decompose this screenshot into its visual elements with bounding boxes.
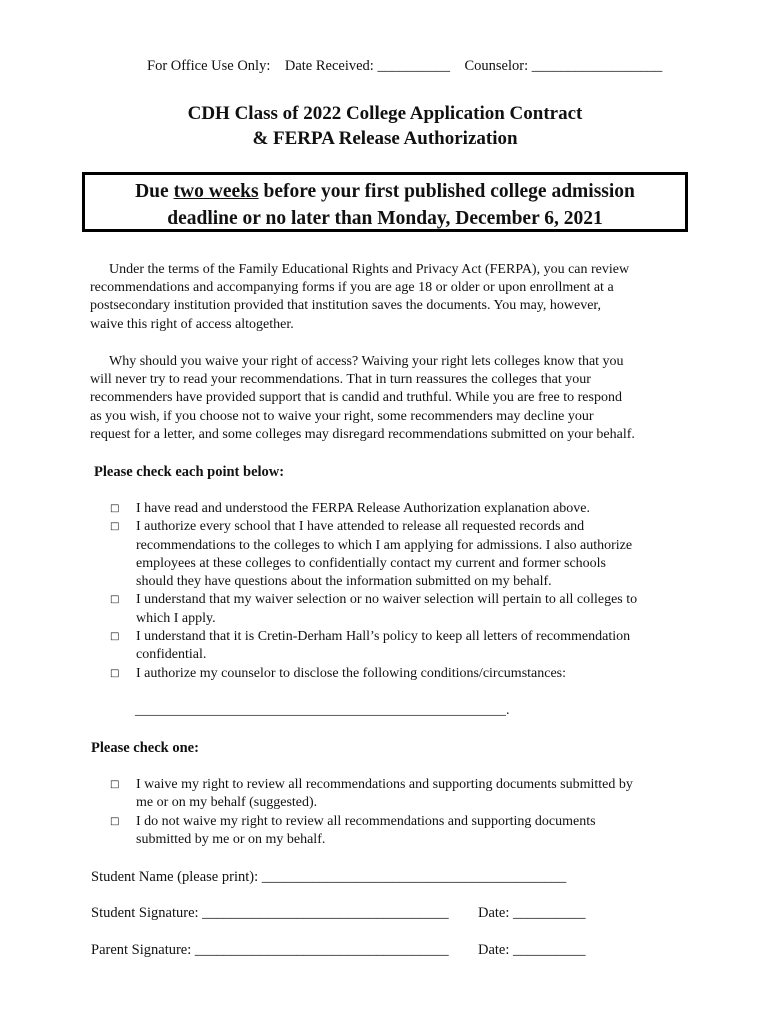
due-line1	[85, 178, 685, 205]
item-line: I understand that it is Cretin-Derham Hall’s policy to keep all letters of recommendation	[136, 629, 631, 645]
paragraph-line: as you wish, if you choose not to waive your right, some recommenders may decline your	[90, 408, 594, 424]
checkbox-icon[interactable]: □	[110, 594, 120, 606]
due-prefix: Due	[135, 181, 174, 202]
checkbox-icon[interactable]: □	[110, 779, 120, 790]
due-emphasis: two weeks	[173, 181, 259, 202]
paragraph-line: will never try to read your recommendations. That in turn reassures the colleges that your	[90, 372, 591, 388]
waiver-paragraph	[90, 353, 682, 444]
due-suffix: before your first published college admission	[258, 181, 635, 202]
checklist-item-counselor-disclose	[110, 665, 690, 683]
item-line: I waive my right to review all recommendations and supporting documents submitted by	[136, 777, 633, 792]
item-line: I do not waive my right to review all recommendations and supporting documents	[136, 813, 596, 829]
checkbox-icon[interactable]: □	[110, 521, 120, 533]
item-line: recommendations to the colleges to which I am applying for admissions. I also authorize	[136, 537, 633, 553]
form-title-line2: & FERPA Release Authorization	[252, 128, 518, 149]
checklist-item-ferpa-read	[110, 500, 690, 518]
student-signature-field[interactable]: Student Signature: __________________________________	[91, 905, 449, 921]
paragraph-line: waive this right of access altogether.	[90, 316, 294, 332]
section2-heading: Please check one:	[91, 740, 199, 756]
item-line: which I apply.	[136, 610, 216, 626]
parent-signature-field[interactable]: Parent Signature: ___________________________________	[91, 942, 449, 958]
student-date-field[interactable]: Date: __________	[478, 905, 586, 921]
checklist-item-authorize-release	[110, 518, 690, 591]
acknowledgement-checklist	[110, 500, 690, 683]
item-line: me or on my behalf (suggested).	[136, 795, 318, 811]
item-line: I authorize every school that I have attended to release all requested records and	[136, 519, 585, 535]
paragraph-line: Under the terms of the Family Educational Rights and Privacy Act (FERPA), you can review	[109, 262, 630, 277]
item-line: should they have questions about the information submitted on my behalf.	[136, 574, 552, 590]
due-date-box	[82, 172, 688, 232]
parent-date-field[interactable]: Date: __________	[478, 942, 586, 958]
paragraph-line: recommendations and accompanying forms if you are age 18 or older or upon enrollment at a	[90, 280, 614, 296]
item-line: I have read and understood the FERPA Release Authorization explanation above.	[136, 501, 590, 516]
office-use-line: For Office Use Only: Date Received: __________ Counselor: __________________	[147, 58, 663, 74]
paragraph-line: postsecondary institution provided that institution saves the documents. You may, however,	[90, 298, 602, 314]
checkbox-icon[interactable]: □	[110, 815, 120, 827]
paragraph-line: request for a letter, and some colleges may disregard recommendations submitted on your behalf.	[90, 426, 635, 442]
section1-heading: Please check each point below:	[94, 464, 285, 480]
conditions-blank-line[interactable]: _____________________________________________________.	[135, 703, 510, 718]
item-line: submitted by me or on my behalf.	[136, 831, 326, 847]
checkbox-icon[interactable]: □	[110, 667, 120, 679]
item-line: employees at these colleges to confidentially contact my current and former schools	[136, 555, 607, 571]
student-name-field[interactable]: Student Name (please print): __________________________________________	[91, 869, 567, 885]
checklist-item-confidential-policy	[110, 628, 690, 665]
item-line: I authorize my counselor to disclose the following conditions/circumstances:	[136, 665, 567, 681]
form-title-line1: CDH Class of 2022 College Application Contract	[187, 103, 583, 124]
item-line: confidential.	[136, 647, 207, 663]
paragraph-line: recommenders have provided support that is candid and truthful. While you are free to respond	[90, 390, 622, 406]
choice-item-waive	[110, 776, 690, 813]
item-line: I understand that my waiver selection or no waiver selection will pertain to all colleges to	[136, 592, 638, 608]
ferpa-paragraph	[90, 261, 682, 334]
checklist-item-waiver-applies	[110, 591, 690, 628]
due-line2: deadline or no later than Monday, December 6, 2021	[167, 208, 603, 229]
checkbox-icon[interactable]: □	[110, 503, 120, 514]
paragraph-line: Why should you waive your right of access? Waiving your right lets colleges know that you	[109, 354, 624, 369]
waiver-choice-list	[110, 776, 690, 849]
choice-item-do-not-waive	[110, 813, 690, 850]
checkbox-icon[interactable]: □	[110, 631, 120, 643]
